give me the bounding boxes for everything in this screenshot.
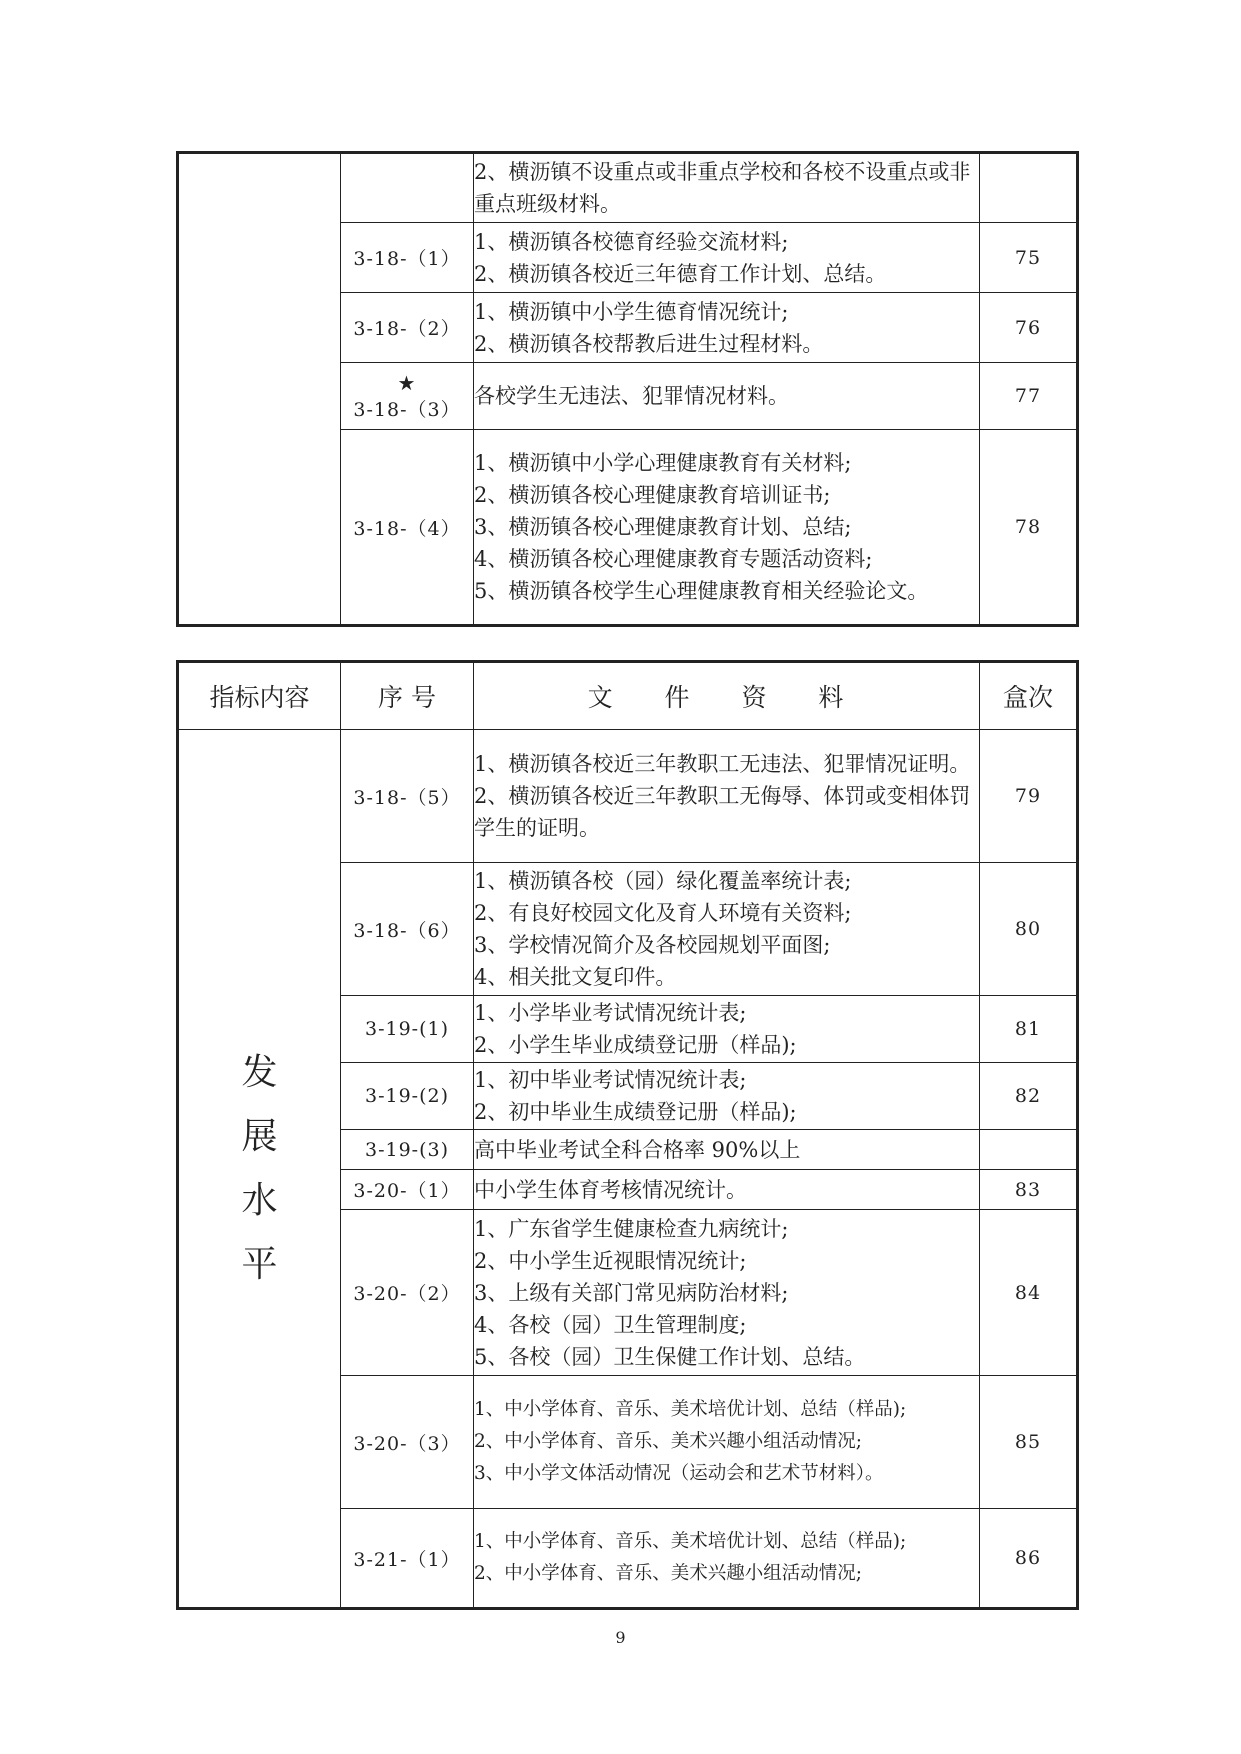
box-cell: 75 bbox=[980, 223, 1078, 293]
seq-cell: 3-19-(3) bbox=[341, 1130, 474, 1170]
box-cell: 83 bbox=[980, 1170, 1078, 1210]
doc-line: 1、初中毕业考试情况统计表; bbox=[474, 1068, 747, 1092]
doc-line: 1、横沥镇各校近三年教职工无违法、犯罪情况证明。 bbox=[474, 752, 971, 776]
doc-line: 2、横沥镇各校近三年教职工无侮辱、体罚或变相体罚学生的证明。 bbox=[474, 784, 971, 840]
seq-cell: 3-18-（5） bbox=[341, 730, 474, 863]
doc-line: 3、学校情况简介及各校园规划平面图; bbox=[474, 933, 831, 957]
doc-line: 4、相关批文复印件。 bbox=[474, 965, 677, 989]
doc-line: 3、上级有关部门常见病防治材料; bbox=[474, 1280, 789, 1305]
docs-cell bbox=[474, 996, 980, 1063]
doc-line: 2、横沥镇各校帮教后进生过程材料。 bbox=[474, 331, 824, 356]
docs-cell bbox=[474, 863, 980, 996]
docs-cell bbox=[474, 1170, 980, 1210]
doc-line: 1、横沥镇中小学生德育情况统计; bbox=[474, 299, 789, 324]
doc-line: 高中毕业考试全科合格率 90%以上 bbox=[474, 1137, 801, 1162]
doc-line: 1、横沥镇各校（园）绿化覆盖率统计表; bbox=[474, 869, 852, 893]
header-indicator: 指标内容 bbox=[178, 662, 341, 730]
header-documents: 文 件 资 料 bbox=[474, 662, 980, 730]
box-cell: 77 bbox=[980, 363, 1078, 430]
category-label: 发展水平 bbox=[241, 1051, 278, 1285]
doc-line: 1、小学毕业考试情况统计表; bbox=[474, 1001, 747, 1025]
category-cell-empty bbox=[178, 153, 341, 626]
docs-cell bbox=[474, 1130, 980, 1170]
docs-cell bbox=[474, 730, 980, 863]
doc-line: 2、横沥镇各校近三年德育工作计划、总结。 bbox=[474, 261, 887, 286]
docs-cell bbox=[474, 1376, 980, 1509]
seq-cell bbox=[341, 153, 474, 223]
seq-cell: 3-18-（4） bbox=[341, 430, 474, 626]
doc-line: 各校学生无违法、犯罪情况材料。 bbox=[474, 384, 789, 408]
box-cell bbox=[980, 153, 1078, 223]
doc-line: 5、横沥镇各校学生心理健康教育相关经验论文。 bbox=[474, 579, 929, 603]
doc-line: 4、横沥镇各校心理健康教育专题活动资料; bbox=[474, 547, 873, 571]
doc-line: 2、中小学体育、音乐、美术兴趣小组活动情况; bbox=[474, 1431, 863, 1452]
doc-line: 3、横沥镇各校心理健康教育计划、总结; bbox=[474, 515, 852, 539]
table-header-row bbox=[178, 662, 1078, 730]
box-cell: 84 bbox=[980, 1210, 1078, 1376]
box-cell: 80 bbox=[980, 863, 1078, 996]
box-cell: 82 bbox=[980, 1063, 1078, 1130]
docs-cell bbox=[474, 1210, 980, 1376]
doc-line: 2、中小学体育、音乐、美术兴趣小组活动情况; bbox=[474, 1563, 863, 1584]
star-icon: ★ bbox=[397, 370, 417, 395]
docs-cell bbox=[474, 430, 980, 626]
seq-cell: 3-18-（6） bbox=[341, 863, 474, 996]
doc-line: 2、有良好校园文化及育人环境有关资料; bbox=[474, 901, 852, 925]
category-cell bbox=[178, 730, 341, 1609]
seq-cell: 3-19-(1) bbox=[341, 996, 474, 1063]
box-cell: 78 bbox=[980, 430, 1078, 626]
index-table bbox=[176, 660, 1079, 1610]
box-cell: 79 bbox=[980, 730, 1078, 863]
doc-line: 1、广东省学生健康检查九病统计; bbox=[474, 1216, 789, 1241]
header-seq: 序 号 bbox=[341, 662, 474, 730]
docs-cell bbox=[474, 293, 980, 363]
table-row bbox=[178, 153, 1078, 223]
page-number: 9 bbox=[615, 1628, 626, 1647]
table-row bbox=[178, 730, 1078, 863]
box-cell bbox=[980, 1130, 1078, 1170]
doc-line: 1、中小学体育、音乐、美术培优计划、总结（样品); bbox=[474, 1531, 907, 1552]
box-cell: 81 bbox=[980, 996, 1078, 1063]
doc-line: 2、小学生毕业成绩登记册（样品); bbox=[474, 1033, 797, 1057]
seq-cell: 3-20-（1） bbox=[341, 1170, 474, 1210]
continuation-table bbox=[176, 151, 1079, 627]
docs-cell bbox=[474, 1063, 980, 1130]
seq-cell: 3-21-（1） bbox=[341, 1509, 474, 1609]
doc-line: 中小学生体育考核情况统计。 bbox=[474, 1177, 747, 1202]
docs-cell bbox=[474, 223, 980, 293]
docs-cell bbox=[474, 153, 980, 223]
seq-cell: 3-20-（3） bbox=[341, 1376, 474, 1509]
box-cell: 85 bbox=[980, 1376, 1078, 1509]
doc-line: 2、中小学生近视眼情况统计; bbox=[474, 1248, 747, 1273]
seq-cell: 3-18-（2） bbox=[341, 293, 474, 363]
doc-line: 2、横沥镇不设重点或非重点学校和各校不设重点或非重点班级材料。 bbox=[474, 160, 971, 216]
doc-line: 1、中小学体育、音乐、美术培优计划、总结（样品); bbox=[474, 1399, 907, 1420]
doc-line: 2、横沥镇各校心理健康教育培训证书; bbox=[474, 483, 831, 507]
doc-line: 2、初中毕业生成绩登记册（样品); bbox=[474, 1100, 797, 1124]
doc-line: 4、各校（园）卫生管理制度; bbox=[474, 1312, 747, 1337]
seq-cell: 3-20-（2） bbox=[341, 1210, 474, 1376]
docs-cell bbox=[474, 1509, 980, 1609]
doc-line: 5、各校（园）卫生保健工作计划、总结。 bbox=[474, 1344, 866, 1369]
seq-cell bbox=[341, 363, 474, 430]
seq-cell: 3-18-（1） bbox=[341, 223, 474, 293]
doc-line: 1、横沥镇中小学心理健康教育有关材料; bbox=[474, 451, 852, 475]
box-cell: 86 bbox=[980, 1509, 1078, 1609]
seq-label: 3-18-（3） bbox=[353, 398, 461, 421]
doc-line: 1、横沥镇各校德育经验交流材料; bbox=[474, 229, 789, 254]
doc-line: 3、中小学文体活动情况（运动会和艺术节材料）。 bbox=[474, 1463, 884, 1484]
seq-cell: 3-19-(2) bbox=[341, 1063, 474, 1130]
header-box: 盒次 bbox=[980, 662, 1078, 730]
docs-cell bbox=[474, 363, 980, 430]
box-cell: 76 bbox=[980, 293, 1078, 363]
